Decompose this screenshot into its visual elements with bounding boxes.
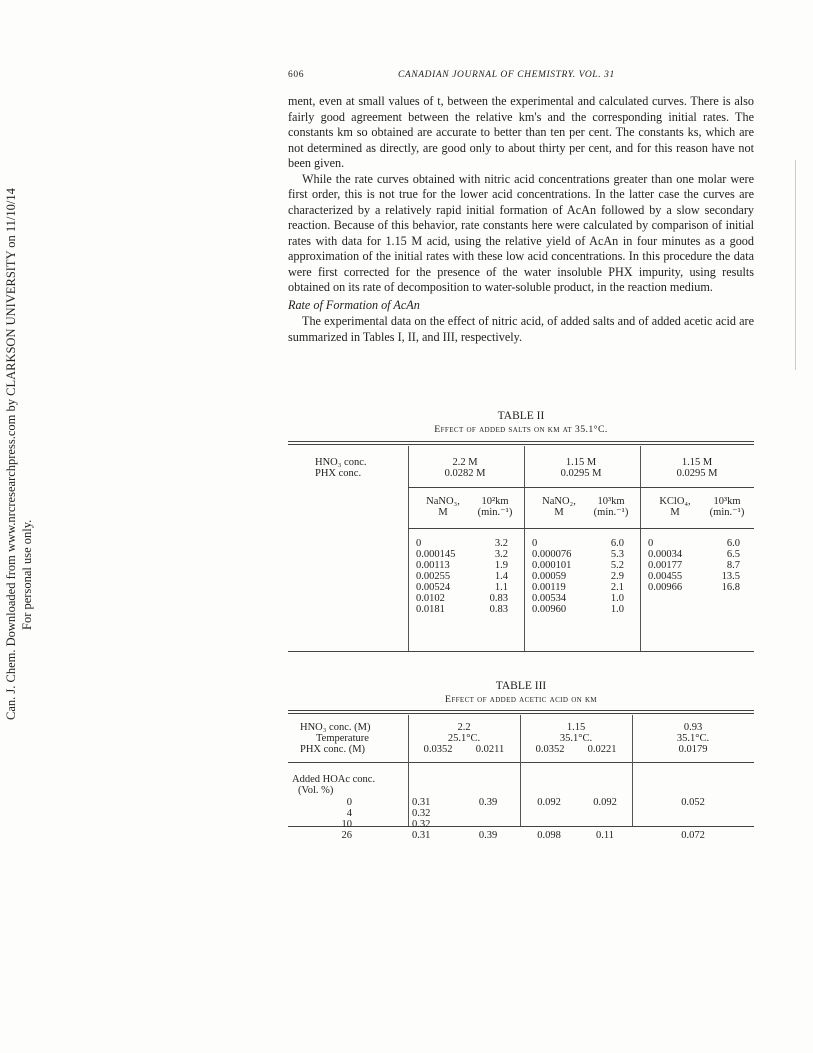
phx-conc: 0.0211 [475,744,505,755]
salt-conc-value: 0 [648,538,654,549]
temperature: 35.1°C. [559,733,593,744]
salt-conc-value: 0.00255 [416,571,451,582]
temperature: 35.1°C. [676,733,710,744]
page-number: 606 [288,70,305,80]
km-value: 13.5 [721,571,740,582]
phx-conc: 0.0221 [587,744,617,755]
km-value: 0.052 [681,797,705,808]
hoac-conc: 4 [346,808,352,819]
table-3-caption: Effect of added acetic acid on km [444,694,598,705]
paragraph-1: ment, even at small values of t, between the experimental and calculated curves. There is also fairly good agreement between the relative km's and the corresponding initial rates. The constants km so obtained are accurate to better than ten per cent. The constants ks, which are not determined as directly, are good only to about thirty per cent, and for this reason have not been given. [288,94,754,170]
column-header: NaNO₃, [426,496,460,507]
table-2-caption: Effect of added salts on km at 35.1°C. [434,424,608,435]
hno3-conc: 1.15 M [565,457,597,468]
column-header: 10³km [713,496,741,507]
hno3-conc: 1.15 M [681,457,713,468]
column-unit: (min.⁻¹) [709,507,745,518]
km-value: 1.4 [494,571,508,582]
km-value: 1.0 [610,604,624,615]
salt-conc-value: 0 [416,538,422,549]
table-3-row-label-temp: Temperature [316,733,369,744]
column-header: 10³km [597,496,625,507]
km-value: 2.9 [610,571,624,582]
km-value: 8.7 [726,560,740,571]
table-3-row-label-phx: PHX conc. (M) [300,744,366,755]
km-value: 1.9 [494,560,508,571]
km-value: 0.11 [596,830,614,841]
km-value: 6.0 [610,538,624,549]
km-value: 6.5 [726,549,740,560]
km-value: 0.31 [412,797,431,808]
salt-conc-value: 0.00966 [648,582,683,593]
phx-conc: 0.0179 [678,744,708,755]
phx-conc: 0.0282 M [444,468,486,479]
phx-conc: 0.0295 M [676,468,718,479]
phx-conc: 0.0352 [423,744,453,755]
km-value: 0.32 [412,808,431,819]
hoac-conc: 26 [341,830,352,841]
watermark-line-1: Can. J. Chem. Downloaded from www.nrcresearchpress.com by CLARKSON UNIVERSITY on 11/10/14 [4,188,18,720]
salt-conc-value: 0.00960 [532,604,567,615]
km-value: 3.2 [494,538,508,549]
table-2-label: TABLE II [497,410,545,422]
salt-conc-value: 0.00119 [532,582,566,593]
km-value: 2.1 [610,582,624,593]
hoac-conc: 10 [341,819,352,830]
hno3-conc: 2.2 [457,722,471,733]
journal-title: CANADIAN JOURNAL OF CHEMISTRY. VOL. 31 [398,70,615,80]
km-value: 0.83 [489,604,508,615]
salt-conc-value: 0.00113 [416,560,450,571]
table-3-row-label-hno3: HNO₃ conc. (M) [300,722,371,733]
salt-conc-value: 0.00524 [416,582,451,593]
table-2-row-label-hno3: HNO₃ conc. [315,457,367,468]
salt-conc-value: 0.000076 [532,549,572,560]
phx-conc: 0.0352 [535,744,565,755]
salt-conc-value: 0.00059 [532,571,567,582]
salt-conc-value: 0.00455 [648,571,683,582]
temperature: 25.1°C. [447,733,481,744]
km-value: 0.83 [489,593,508,604]
km-value: 16.8 [721,582,740,593]
column-unit: M [554,507,564,518]
km-value: 6.0 [726,538,740,549]
hno3-conc: 2.2 M [452,457,478,468]
km-value: 0.39 [478,797,498,808]
salt-conc-value: 0.0102 [416,593,445,604]
column-unit: (min.⁻¹) [593,507,629,518]
km-value: 0.092 [537,797,561,808]
km-value: 3.2 [494,549,508,560]
table-3-hoac-label: Added HOAc conc. [292,774,376,785]
hno3-conc: 0.93 [683,722,703,733]
km-value: 1.1 [494,582,508,593]
km-value: 0.098 [537,830,561,841]
column-header: NaNO₂, [542,496,576,507]
salt-conc-value: 0.00034 [648,549,683,560]
salt-conc-value: 0.00177 [648,560,683,571]
column-unit: M [438,507,448,518]
column-unit: (min.⁻¹) [477,507,513,518]
km-value: 0.31 [412,830,431,841]
column-header: 10²km [481,496,509,507]
table-3-hoac-unit: (Vol. %) [298,785,334,796]
section-heading: Rate of Formation of AcAn [288,297,420,312]
km-value: 0.072 [681,830,705,841]
km-value: 0.32 [412,819,431,830]
table-2-row-label-phx: PHX conc. [315,468,362,479]
km-value: 5.2 [610,560,624,571]
km-value: 1.0 [610,593,624,604]
salt-conc-value: 0.000145 [416,549,456,560]
km-value: 0.092 [593,797,617,808]
table-3-label: TABLE III [495,680,547,692]
hno3-conc: 1.15 [566,722,586,733]
watermark-line-2: For personal use only. [20,519,34,630]
column-header: KClO₄, [659,496,691,507]
phx-conc: 0.0295 M [560,468,602,479]
km-value: 0.39 [478,830,498,841]
salt-conc-value: 0.000101 [532,560,572,571]
hoac-conc: 0 [346,797,352,808]
paragraph-3: The experimental data on the effect of nitric acid, of added salts and of added acetic acid are summarized in Tables I, II, and III, respectively. [288,314,754,344]
salt-conc-value: 0.0181 [416,604,445,615]
salt-conc-value: 0.00534 [532,593,567,604]
salt-conc-value: 0 [532,538,538,549]
km-value: 5.3 [610,549,624,560]
column-unit: M [670,507,680,518]
paragraph-2: While the rate curves obtained with nitric acid concentrations greater than one molar were first order, this is not true for the lower acid concentrations. In the latter case the curves are characterized by a relatively rapid initial formation of AcAn followed by a slow secondary reaction. Because of this behavior, rate constants here were calculated by comparison of initial rates with data for 1.15 M acid, using the relative yield of AcAn in four minutes as a good approximation of the initial rates with these low acid concentrations. In this procedure the data were first corrected for the presence of the water insoluble PHX impurity, using results obtained on its rate of decomposition to water-soluble product, in the reaction medium. [288,171,754,294]
